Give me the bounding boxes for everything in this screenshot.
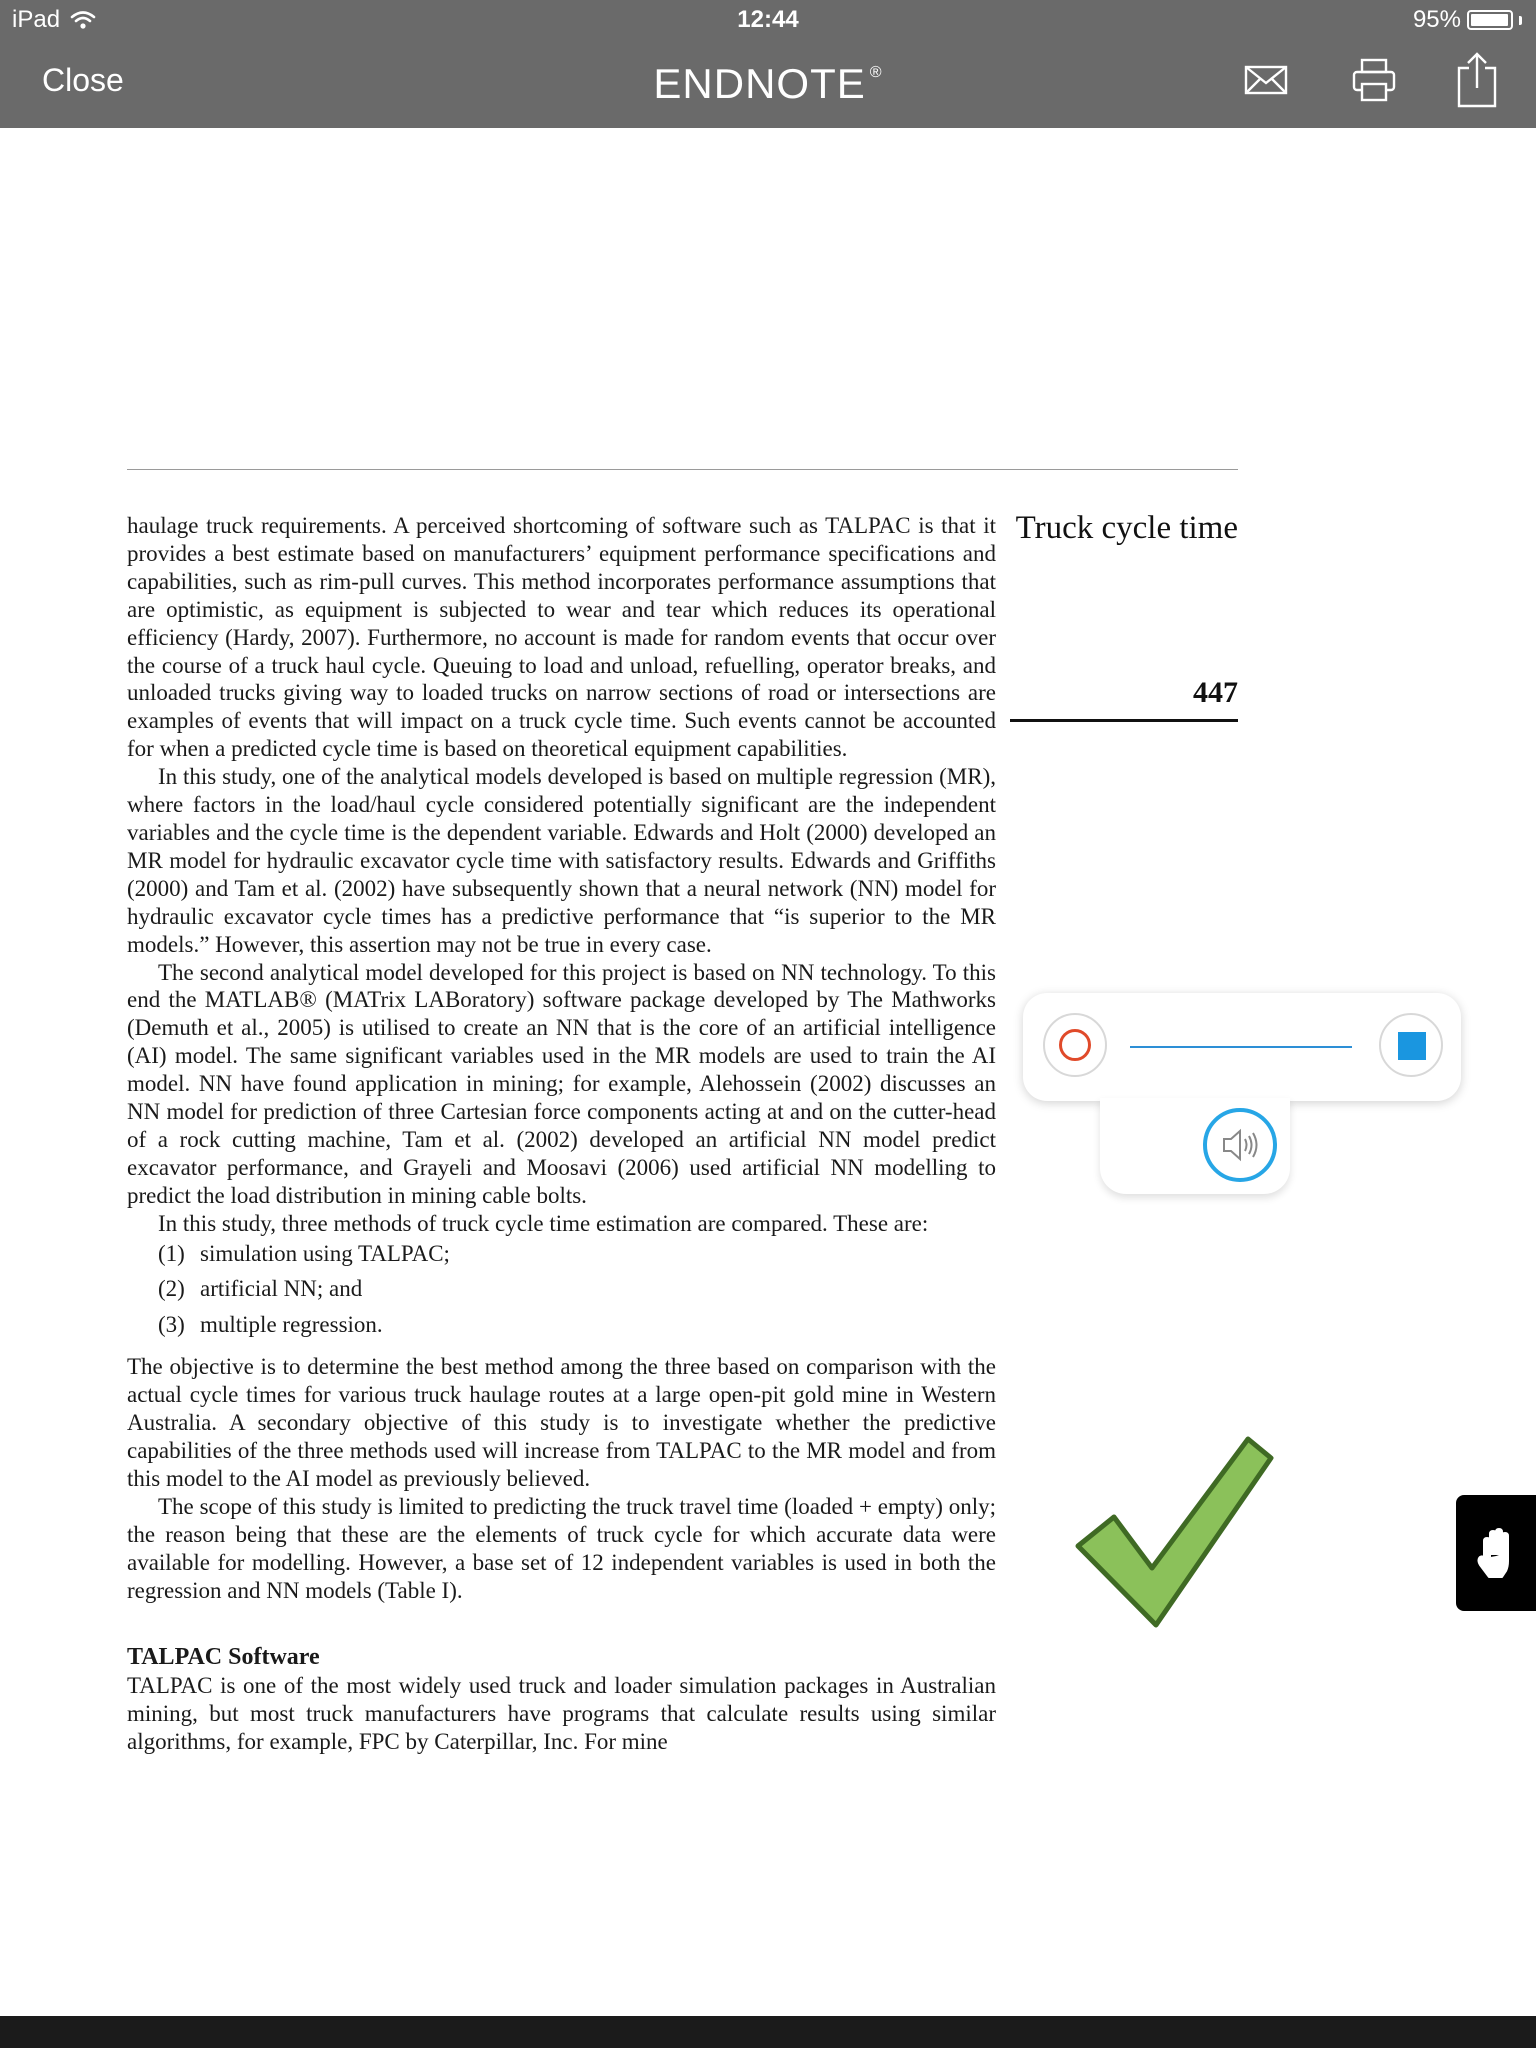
running-head: Truck cycle time	[1015, 510, 1238, 546]
list-number: (1)	[158, 1240, 185, 1266]
hand-tool-tab[interactable]	[1456, 1495, 1536, 1611]
battery-percent: 95%	[1412, 6, 1461, 33]
methods-list	[127, 1240, 996, 1340]
paragraph: haulage truck requirements. A perceived shortcoming of software such as TALPAC is that it provides a best estimate based on manufacturers’ equipment performance specifications and capabilities, such as rim-pull curves. This method incorporates performance assumptions that are optimistic, as equipment is subjected to wear and tear which reduces its operational efficiency (Hardy, 2007). Furthermore, no account is made for random events that occur over the course of a truck haul cycle. Queuing to load and unload, refuelling, operator breaks, and unloaded trucks giving way to loaded trucks on narrow sections of road or intersections are examples of events that will impact on a truck cycle time. Such events cannot be accounted for when a predicted cycle time is based on theoretical equipment capabilities.	[127, 513, 996, 762]
page-header-rule	[127, 469, 1238, 470]
document-body	[127, 512, 996, 1756]
list-text: artificial NN; and	[200, 1276, 363, 1302]
checkmark-icon	[1070, 1435, 1276, 1631]
hand-icon	[1456, 1495, 1536, 1611]
bottom-bar	[0, 2016, 1536, 2048]
status-time: 12:44	[737, 6, 799, 33]
paragraph: The objective is to determine the best method among the three based on comparison with the actual cycle times for various truck haulage routes at a large open-pit gold mine in Western Australia. A secondary objective of this study is to investigate whether the predictive capabilities of the three methods used will increase from TALPAC to the MR model and from this model to the AI model as previously believed.	[127, 1354, 996, 1491]
paragraph: The second analytical model developed for this project is based on NN technology. To this end the MATLAB® (MATrix LABoratory) software package developed by The Mathworks (Demuth et al., 2005) is utilised to create an NN that is the core of an artificial intelligence (AI) model. The same significant variables used in the MR models are used to train the AI model. NN have found application in mining; for example, Alehossein (2002) discusses an NN model for prediction of three Cartesian force components acting at and on the cutter-head of a rock cutting machine, Tam et al. (2002) developed an artificial NN model predict excavator performance, and Grayeli and Moosavi (2006) used artificial NN modelling to predict the load distribution in mining cable bolts.	[127, 959, 996, 1208]
list-number: (3)	[158, 1312, 185, 1338]
page-number: 447	[1193, 676, 1238, 709]
app-title-text: ENDNOTE	[653, 60, 866, 107]
paragraph: In this study, one of the analytical models developed is based on multiple regression (MR), where factors in the load/haul cycle considered potentially significant are the independent variables and the cycle time is the dependent variable. Edwards and Holt (2000) developed an MR model for hydraulic excavator cycle time with satisfactory results. Edwards and Griffiths (2000) and Tam et al. (2002) have subsequently shown that a neural network (NN) model for hydraulic excavator cycle times has a predictive performance that “is superior to the MR models.” However, this assertion may not be true in every case.	[127, 764, 996, 957]
device-label: iPad	[12, 6, 61, 33]
list-item	[158, 1240, 996, 1268]
mail-icon[interactable]	[1240, 54, 1292, 106]
list-text: multiple regression.	[200, 1312, 383, 1338]
recording-progress-track[interactable]	[1130, 1046, 1352, 1048]
list-item	[158, 1275, 996, 1303]
speaker-button[interactable]	[1203, 1108, 1277, 1182]
record-button[interactable]	[1043, 1013, 1107, 1077]
print-icon[interactable]	[1348, 54, 1400, 106]
registered-mark: ®	[869, 64, 883, 81]
section-heading: TALPAC Software	[127, 1644, 320, 1671]
stop-button[interactable]	[1379, 1013, 1443, 1077]
battery-nub	[1519, 16, 1522, 25]
close-button[interactable]: Close	[42, 62, 124, 98]
list-number: (2)	[158, 1276, 185, 1302]
list-item	[158, 1311, 996, 1339]
battery-icon	[1467, 10, 1513, 30]
speaker-icon	[1207, 1112, 1273, 1178]
share-icon[interactable]	[1451, 50, 1503, 110]
top-bar	[0, 0, 1536, 128]
paragraph: In this study, three methods of truck cycle time estimation are compared. These are:	[158, 1210, 929, 1236]
paragraph: The scope of this study is limited to predicting the truck travel time (loaded + empty) only; the reason being that these are the elements of truck cycle for which accurate data were available for modelling. However, a base set of 12 independent variables is used in both the regression and NN models (Table I).	[127, 1493, 996, 1603]
page-number-rule	[1010, 719, 1238, 722]
app-title	[0, 60, 1536, 108]
audio-recorder	[1023, 993, 1461, 1101]
status-right	[1413, 6, 1522, 34]
list-text: simulation using TALPAC;	[200, 1240, 450, 1266]
paragraph: TALPAC is one of the most widely used truck and loader simulation packages in Australian mining, but most truck manufacturers have programs that calculate results using similar algorithms, for example, FPC by Caterpillar, Inc. For mine	[127, 1673, 996, 1755]
